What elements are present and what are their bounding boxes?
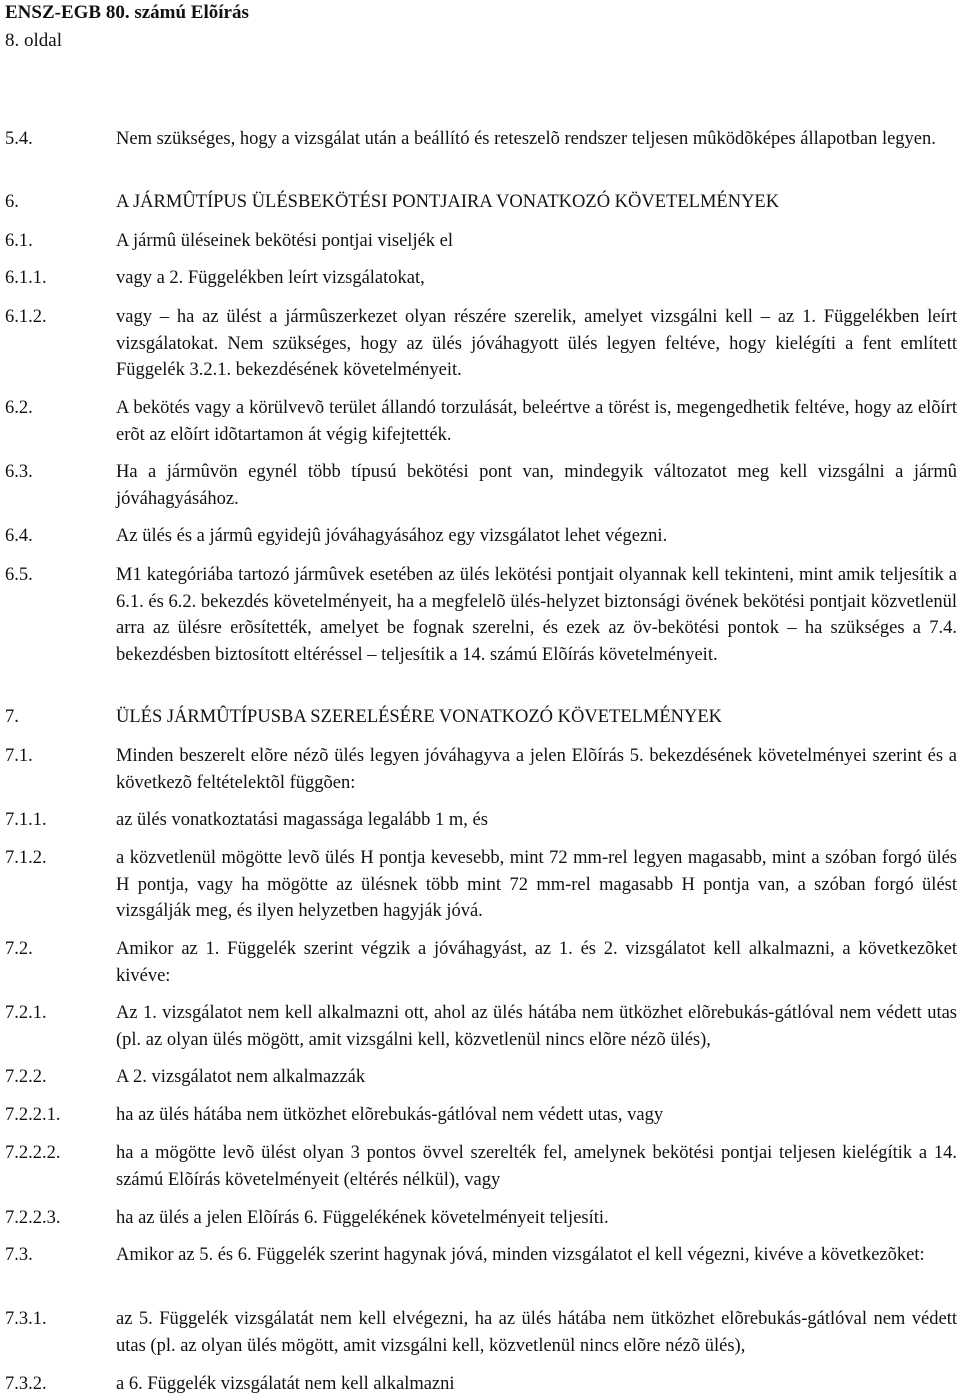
paragraph-6-2 xyxy=(5,395,957,448)
paragraph-6-1-1 xyxy=(5,265,957,292)
paragraph-7-2-2 xyxy=(5,1064,957,1091)
paragraph-text: A jármû üléseinek bekötési pontjai viseljék el xyxy=(116,231,454,251)
paragraph-text: A bekötés vagy a körülvevõ terület állandó torzulását, beleértve a törést is, megengedhetik feltéve, hogy az elõírt erõt az elõírt idõtartamon át végig kifejtették. xyxy=(116,398,957,445)
paragraph-6-1 xyxy=(5,228,957,255)
paragraph-number: 7.2.2.2. xyxy=(5,1143,61,1163)
paragraph-7-1-2 xyxy=(5,845,957,925)
paragraph-number: 7.2.2.1. xyxy=(5,1105,61,1125)
paragraph-text: ha a mögötte levõ ülést olyan 3 pontos övvel szerelték fel, amelynek bekötési pontjai teljesen kielégítik a 14. számú Elõírás követelményeit (eltérés nélkül), vagy xyxy=(116,1143,957,1190)
paragraph-text: a 6. Függelék vizsgálatát nem kell alkalmazni xyxy=(116,1374,455,1394)
paragraph-text: Az 1. vizsgálatot nem kell alkalmazni ott, ahol az ülés hátába nem ütközhet elõrebukás-gátlóval nem védett utas (pl. az olyan ülés mögött, amit vizsgálni kell, közvetlenül nincs elõre nézõ ülés), xyxy=(116,1003,957,1050)
paragraph-6-4 xyxy=(5,523,957,550)
paragraph-number: 7.2.2. xyxy=(5,1067,47,1087)
paragraph-text: Az ülés és a jármû egyidejû jóváhagyásához egy vizsgálatot lehet végezni. xyxy=(116,526,668,546)
paragraph-6-1-2 xyxy=(5,304,957,384)
paragraph-number: 7.1.1. xyxy=(5,810,47,830)
section-6-heading xyxy=(5,189,957,216)
paragraph-number: 6.4. xyxy=(5,526,33,546)
paragraph-text: vagy a 2. Függelékben leírt vizsgálatokat, xyxy=(116,268,425,288)
paragraph-number: 7.2. xyxy=(5,939,33,959)
paragraph-number: 6.3. xyxy=(5,462,33,482)
paragraph-number: 6.1. xyxy=(5,231,33,251)
paragraph-text: Ha a jármûvön egynél több típusú bekötési pont van, mindegyik változatot meg kell vizsgálni a jármû jóváhagyásához. xyxy=(116,462,957,509)
paragraph-number: 6.5. xyxy=(5,565,33,585)
section-title: ÜLÉS JÁRMÛTÍPUSBA SZERELÉSÉRE VONATKOZÓ KÖVETELMÉNYEK xyxy=(116,707,723,727)
paragraph-number: 7.2.2.3. xyxy=(5,1208,61,1228)
section-title: A JÁRMÛTÍPUS ÜLÉSBEKÖTÉSI PONTJAIRA VONATKOZÓ KÖVETELMÉNYEK xyxy=(116,192,780,212)
document-title: ENSZ-EGB 80. számú Elõírás xyxy=(5,2,249,23)
paragraph-number: 7.1.2. xyxy=(5,848,47,868)
paragraph-7-3-1 xyxy=(5,1306,957,1359)
paragraph-text: Amikor az 5. és 6. Függelék szerint hagynak jóvá, minden vizsgálatot el kell végezni, kivéve a következõket: xyxy=(116,1245,925,1265)
paragraph-text: Amikor az 1. Függelék szerint végzik a jóváhagyást, az 1. és 2. vizsgálatot kell alkalmazni, a következõket kivéve: xyxy=(116,939,957,986)
paragraph-7-2 xyxy=(5,936,957,989)
paragraph-number: 5.4. xyxy=(5,129,33,149)
paragraph-5-4 xyxy=(5,126,957,153)
paragraph-number: 7.3.2. xyxy=(5,1374,47,1394)
paragraph-text: vagy – ha az ülést a jármûszerkezet olyan részére szerelik, amelyet vizsgálni kell – az 1. Függelékben leírt vizsgálatokat. Nem szükséges, hogy az ülés jóváhagyott ülés legyen feltéve, hogy kielégíti a fent említett Függelék 3.2.1. bekezdésének követelményeit. xyxy=(116,307,957,380)
section-number: 6. xyxy=(5,192,19,212)
paragraph-7-2-1 xyxy=(5,1000,957,1053)
section-7-heading xyxy=(5,704,957,731)
paragraph-7-2-2-2 xyxy=(5,1140,957,1193)
paragraph-text: az ülés vonatkoztatási magassága legalább 1 m, és xyxy=(116,810,488,830)
paragraph-text: ha az ülés a jelen Elõírás 6. Függelékének követelményeit teljesíti. xyxy=(116,1208,609,1228)
page-number: 8. oldal xyxy=(5,30,62,51)
paragraph-7-1 xyxy=(5,743,957,796)
paragraph-text: Minden beszerelt elõre nézõ ülés legyen jóváhagyva a jelen Elõírás 5. bekezdésének követelményei szerint és a következõ feltételektõl függõen: xyxy=(116,746,957,793)
paragraph-text: M1 kategóriába tartozó jármûvek esetében az ülés lekötési pontjait olyannak kell tekinteni, mint amik teljesítik a 6.1. és 6.2. bekezdés követelményeit, ha a megfelelõ ülés-helyzet biztonsági övének bekötési pontjait közvetlenül arra az ülésre erõsítették, amelyet be fognak szerelni, és ezek az öv-bekötési pontok – ha szükséges a 7.4. bekezdésben biztosított eltéréssel – teljesítik a 14. számú Elõírás követelményeit. xyxy=(116,565,957,665)
paragraph-number: 7.3. xyxy=(5,1245,33,1265)
paragraph-7-1-1 xyxy=(5,807,957,834)
paragraph-text: A 2. vizsgálatot nem alkalmazzák xyxy=(116,1067,366,1087)
paragraph-7-3-2 xyxy=(5,1371,957,1398)
section-number: 7. xyxy=(5,707,19,727)
page-header xyxy=(5,0,249,54)
paragraph-number: 7.3.1. xyxy=(5,1309,47,1329)
paragraph-7-2-2-3 xyxy=(5,1205,957,1232)
paragraph-7-2-2-1 xyxy=(5,1102,957,1129)
paragraph-6-3 xyxy=(5,459,957,512)
paragraph-7-3 xyxy=(5,1242,957,1269)
paragraph-number: 6.2. xyxy=(5,398,33,418)
paragraph-text: Nem szükséges, hogy a vizsgálat után a beállító és reteszelõ rendszer teljesen mûködõképes állapotban legyen. xyxy=(116,129,936,149)
paragraph-text: az 5. Függelék vizsgálatát nem kell elvégezni, ha az ülés hátába nem ütközhet elõrebukás-gátlóval nem védett utas (pl. az olyan ülés mögött, amit vizsgálni kell, közvetlenül nincs elõre nézõ ülés), xyxy=(116,1309,957,1356)
paragraph-number: 7.2.1. xyxy=(5,1003,47,1023)
paragraph-text: ha az ülés hátába nem ütközhet elõrebukás-gátlóval nem védett utas, vagy xyxy=(116,1105,664,1125)
paragraph-text: a közvetlenül mögötte levõ ülés H pontja kevesebb, mint 72 mm-rel legyen magasabb, mint a szóban forgó ülés H pontja, vagy ha mögötte az ülésnek több mint 72 mm-rel magasabb H pontja van, a szóban forgó ülést vizsgálják meg, és ilyen helyzetben hagyják jóvá. xyxy=(116,848,957,921)
paragraph-6-5 xyxy=(5,562,957,668)
paragraph-number: 6.1.1. xyxy=(5,268,47,288)
paragraph-number: 6.1.2. xyxy=(5,307,47,327)
paragraph-number: 7.1. xyxy=(5,746,33,766)
